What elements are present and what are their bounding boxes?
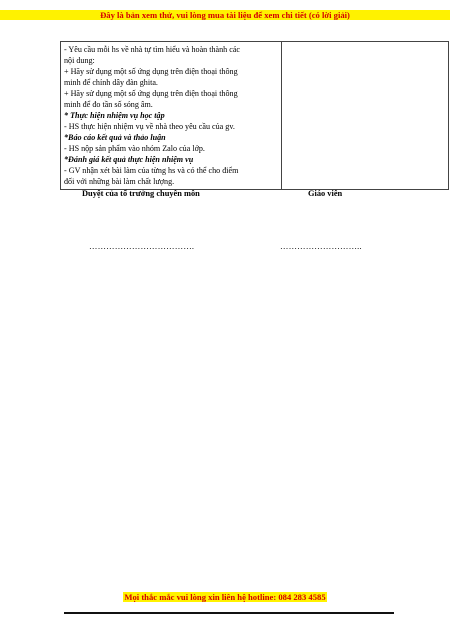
content-line: - Yêu cầu mỗi hs về nhà tự tìm hiểu và hoàn thành các <box>64 45 241 54</box>
content-line: - HS thực hiện nhiệm vụ về nhà theo yêu cầu của gv. <box>64 122 235 131</box>
activity-table <box>60 41 449 190</box>
section-heading: * Thực hiện nhiệm vụ học tập <box>64 111 165 120</box>
head-of-department-signature-line: ………………………………. <box>89 242 195 251</box>
content-line: + Hãy sử dụng một số ứng dụng trên điện thoại thông <box>64 89 238 98</box>
section-heading: *Đánh giá kết quả thực hiện nhiệm vụ <box>64 155 194 164</box>
hotline-footer <box>0 592 450 602</box>
teacher-title: Giáo viên <box>308 189 343 198</box>
activity-content-cell <box>61 42 282 190</box>
footer-divider <box>64 612 394 614</box>
content-line: nội dung: <box>64 56 95 65</box>
content-line: + Hãy sử dụng một số ứng dụng trên điện thoại thông <box>64 67 238 76</box>
empty-product-cell <box>282 42 449 190</box>
section-heading: *Báo cáo kết quả và thảo luận <box>64 133 166 142</box>
preview-notice-banner <box>0 10 450 20</box>
content-line: đối với những bài làm chất lượng. <box>64 177 175 186</box>
table-row <box>61 42 449 190</box>
head-of-department-title: Duyệt của tổ trưởng chuyên môn <box>82 189 200 198</box>
preview-notice-text: Đây là bản xem thử, vui lòng mua tài liệu để xem chi tiết (có lời giải) <box>100 10 350 20</box>
hotline-text: Mọi thắc mắc vui lòng xin liên hệ hotline: 084 283 4585 <box>124 592 326 602</box>
teacher-signature-line: ……………………….. <box>280 242 362 251</box>
content-line: - HS nộp sản phẩm vào nhóm Zalo của lớp. <box>64 144 205 153</box>
content-line: minh để đo tần số sóng âm. <box>64 100 153 109</box>
content-line: - GV nhận xét bài làm của từng hs và có thể cho điểm <box>64 166 239 175</box>
content-line: minh để chỉnh dây đàn ghita. <box>64 78 158 87</box>
